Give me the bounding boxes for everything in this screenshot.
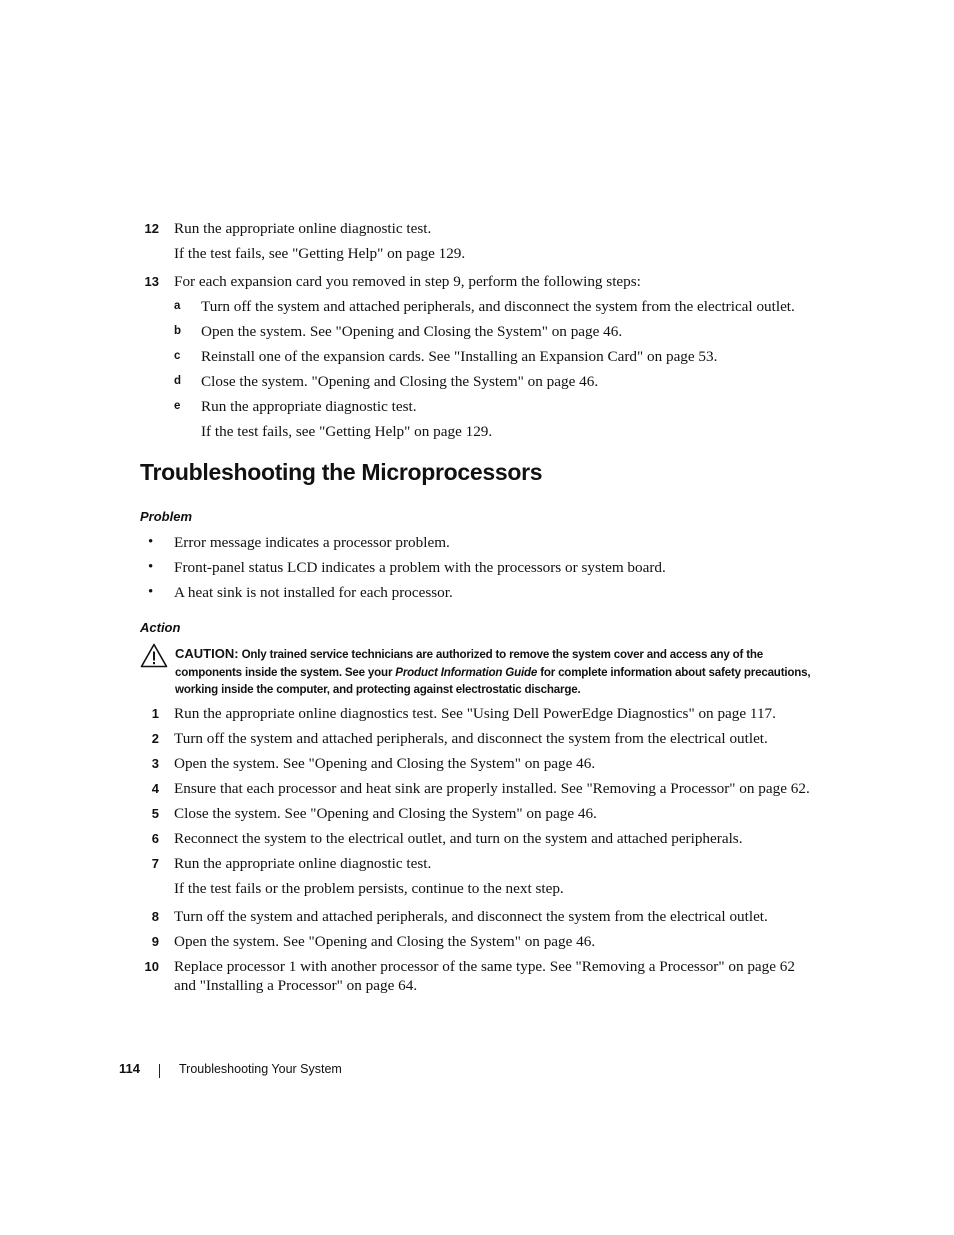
problem-item: A heat sink is not installed for each processor.: [174, 584, 453, 601]
step-text: Replace processor 1 with another processor of the same type. See "Removing a Processor" on page 62: [174, 958, 795, 975]
step-number: 4: [151, 781, 159, 796]
step-text: Open the system. See "Opening and Closing the System" on page 46.: [174, 933, 596, 950]
bullet-marker: •: [148, 584, 154, 600]
step-number: 8: [151, 909, 159, 924]
step-number: 2: [151, 731, 159, 746]
substep-text: Run the appropriate diagnostic test.: [201, 398, 417, 415]
step-text: Ensure that each processor and heat sink are properly installed. See "Removing a Processor" on page 62.: [174, 780, 810, 797]
step-number: 5: [151, 806, 159, 821]
substep-letter: d: [174, 375, 182, 387]
step-number: 3: [151, 756, 159, 771]
step-text-continued: and "Installing a Processor" on page 64.: [174, 977, 418, 994]
substep-letter: e: [174, 400, 181, 412]
page-number: 114: [119, 1061, 140, 1076]
caution-text: Only trained service technicians are authorized to remove the system cover and access any of the components inside the system. See your: [175, 648, 763, 679]
step-number: 12: [144, 221, 159, 236]
substep-letter: a: [174, 300, 181, 312]
caution-notice: [175, 645, 815, 699]
step-number: 6: [151, 831, 159, 846]
step-number: 10: [144, 959, 159, 974]
step-note: If the test fails or the problem persists, continue to the next step.: [174, 880, 564, 897]
problem-item: Error message indicates a processor problem.: [174, 534, 450, 551]
step-text: Reconnect the system to the electrical outlet, and turn on the system and attached peripherals.: [174, 830, 743, 847]
step-text: Run the appropriate online diagnostic test.: [174, 855, 432, 872]
substep-note: If the test fails, see "Getting Help" on page 129.: [201, 423, 493, 440]
step-number: 7: [151, 856, 159, 871]
step-number: 13: [144, 274, 159, 289]
step-text: Turn off the system and attached peripherals, and disconnect the system from the electrical outlet.: [174, 908, 768, 925]
step-text: Run the appropriate online diagnostic test.: [174, 220, 432, 237]
footer-divider: [159, 1064, 160, 1078]
problem-item: Front-panel status LCD indicates a problem with the processors or system board.: [174, 559, 666, 576]
substep-text: Turn off the system and attached peripherals, and disconnect the system from the electrical outlet.: [201, 298, 795, 315]
step-text: Run the appropriate online diagnostics test. See "Using Dell PowerEdge Diagnostics" on page 117.: [174, 705, 776, 722]
caution-triangle-icon: [140, 643, 168, 668]
bullet-marker: •: [148, 559, 154, 575]
step-text: Close the system. See "Opening and Closing the System" on page 46.: [174, 805, 597, 822]
step-text: For each expansion card you removed in step 9, perform the following steps:: [174, 273, 641, 290]
substep-text: Close the system. "Opening and Closing the System" on page 46.: [201, 373, 599, 390]
substep-letter: b: [174, 325, 182, 337]
caution-lead: CAUTION:: [175, 646, 239, 661]
step-note: If the test fails, see "Getting Help" on page 129.: [174, 245, 466, 262]
substep-text: Open the system. See "Opening and Closing the System" on page 46.: [201, 323, 623, 340]
substep-letter: c: [174, 350, 181, 362]
section-heading: Troubleshooting the Microprocessors: [140, 459, 543, 485]
caution-guide-title: Product Information Guide: [395, 665, 538, 679]
substep-text: Reinstall one of the expansion cards. See "Installing an Expansion Card" on page 53.: [201, 348, 718, 365]
caution-text-continued: for complete information about safety precautions, working inside the computer, and protecting against electrostatic discharge.: [175, 665, 811, 696]
bullet-marker: •: [148, 534, 154, 550]
step-number: 1: [151, 706, 159, 721]
footer-chapter-title: Troubleshooting Your System: [179, 1062, 342, 1076]
step-number: 9: [151, 934, 159, 949]
action-label: Action: [140, 620, 181, 635]
step-text: Open the system. See "Opening and Closing the System" on page 46.: [174, 755, 596, 772]
problem-label: Problem: [140, 509, 193, 524]
step-text: Turn off the system and attached peripherals, and disconnect the system from the electrical outlet.: [174, 730, 768, 747]
